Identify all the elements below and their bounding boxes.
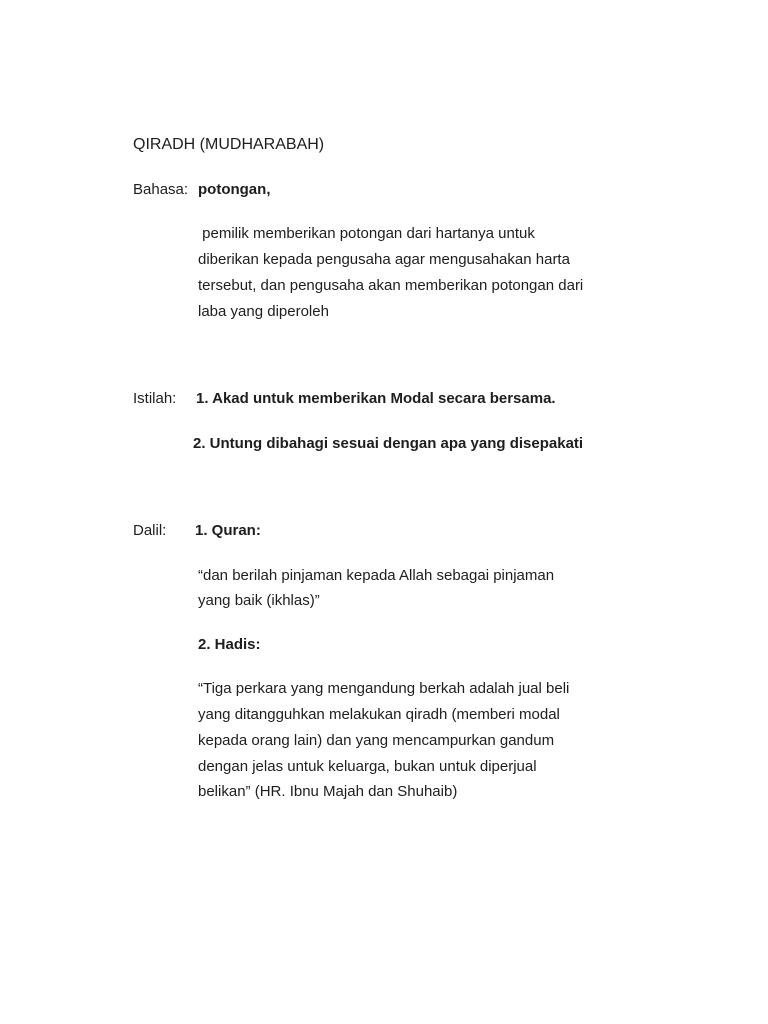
bahasa-line: diberikan kepada pengusaha agar mengusahakan harta: [198, 251, 570, 268]
bahasa-line: laba yang diperoleh: [198, 303, 329, 320]
bahasa-label: Bahasa:: [133, 181, 189, 198]
istilah-item: 2. Untung dibahagi sesuai dengan apa yang disepakati: [193, 435, 584, 452]
bahasa-term: potongan,: [198, 181, 271, 198]
bahasa-line: pemilik memberikan potongan dari hartanya untuk: [198, 225, 535, 242]
quran-heading: 1. Quran:: [195, 522, 261, 539]
dalil-label: Dalil:: [133, 522, 167, 539]
bahasa-line: tersebut, dan pengusaha akan memberikan potongan dari: [198, 277, 584, 294]
istilah-item: 1. Akad untuk memberikan Modal secara bersama.: [196, 390, 556, 407]
istilah-label: Istilah:: [133, 390, 177, 407]
hadis-line: yang ditangguhkan melakukan qiradh (memberi modal: [198, 706, 560, 723]
hadis-line: dengan jelas untuk keluarga, bukan untuk diperjual: [198, 758, 537, 775]
hadis-line: belikan” (HR. Ibnu Majah dan Shuhaib): [198, 783, 458, 800]
hadis-line: “Tiga perkara yang mengandung berkah adalah jual beli: [198, 680, 570, 697]
hadis-line: kepada orang lain) dan yang mencampurkan gandum: [198, 732, 555, 749]
document-title: QIRADH (MUDHARABAH): [133, 136, 325, 153]
quran-line: yang baik (ikhlas)”: [198, 592, 320, 609]
hadis-heading: 2. Hadis:: [198, 636, 261, 653]
quran-line: “dan berilah pinjaman kepada Allah sebagai pinjaman: [198, 567, 555, 584]
